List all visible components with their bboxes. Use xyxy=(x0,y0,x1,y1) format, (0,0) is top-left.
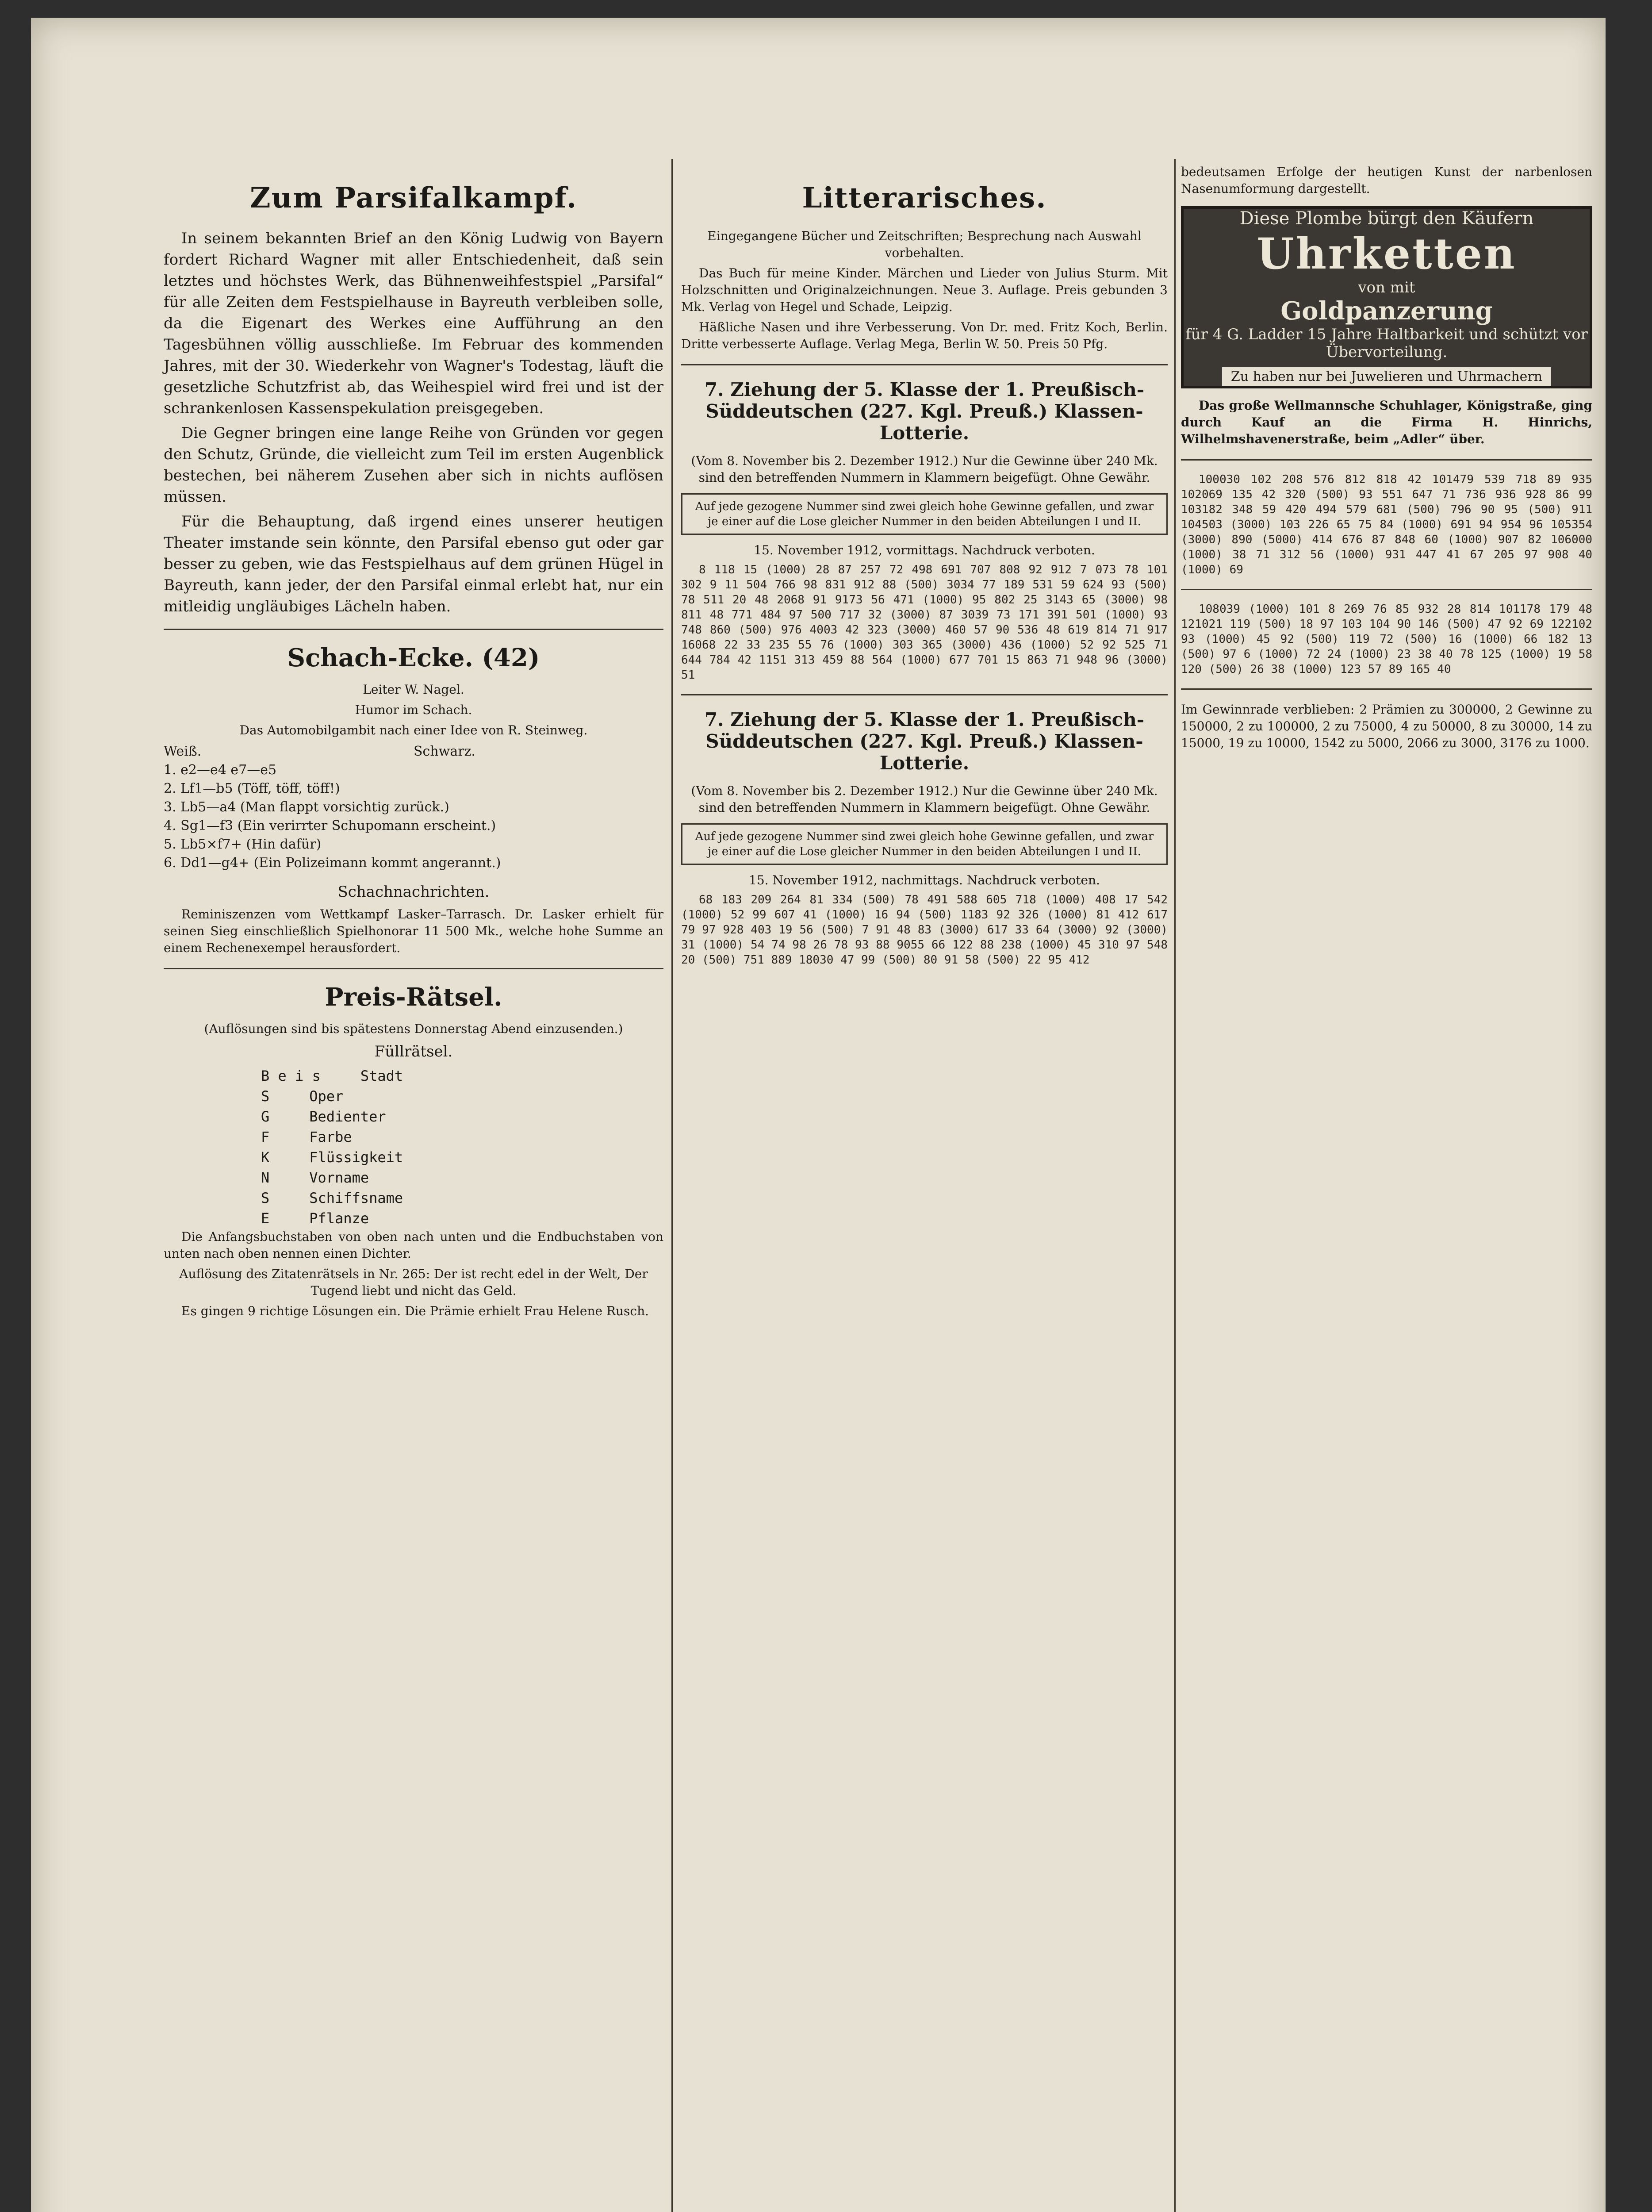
chess-move: 4. Sg1—f3 (Ein verirrter Schupomann erscheint.) xyxy=(164,818,496,833)
chess-move: 2. Lf1—b5 (Töff, töff, töff!) xyxy=(164,781,340,796)
puzzle-row: S Oper xyxy=(261,1088,344,1105)
chess-header-black: Schwarz. xyxy=(414,744,475,759)
article-paragraph: In seinem bekannten Brief an den König Ludwig von Bayern fordert Richard Wagner mit aller Entschiedenheit, daß sein letztes und höchstes Werk, das Bühnenweihfestspiel „Parsifal“ für alle Zeiten dem Festspielhause in Bayreuth verbleiben solle, da die Eigenart des Werkes eine Aufführung an den Tagesbühnen völlig ausschließe. Im Februar des kommenden Jahres, mit der 30. Wiederkehr von Wagner's Todestag, läuft die gesetzliche Schutzfrist ab, das Weihespiel wird frei und ist der schrankenlosen Kassenspekulation preisgegeben. xyxy=(164,230,663,417)
lottery-notice-box: Auf jede gezogene Nummer sind zwei gleich hohe Gewinne gefallen, und zwar je einer auf die Lose gleicher Nummer in den beiden Abteilungen I und II. xyxy=(681,823,1168,865)
puzzle-row: E Pflanze xyxy=(261,1210,369,1227)
article-paragraph: Für die Behauptung, daß irgend eines unserer heutigen Theater imstande sein könnte, den Parsifal ebenso gut oder gar besser zu geben, wie das Festspielhaus auf dem grünen Hügel in Bayreuth, kann jeder, der den Parsifal einmal erlebt hat, nur ein mitleidig ungläubiges Lächeln haben. xyxy=(164,513,663,615)
chess-header xyxy=(164,742,663,761)
column-right xyxy=(1181,164,1592,755)
puzzle-footnote: Die Anfangsbuchstaben von oben nach unten und die Endbuchstaben von unten nach oben nennen einen Dichter. xyxy=(164,1229,663,1261)
chess-move: 5. Lb5×f7+ (Hin dafür) xyxy=(164,837,322,852)
lottery-date: 15. November 1912, nachmittags. Nachdruck verboten. xyxy=(749,873,1100,887)
shoe-store-notice: Das große Wellmannsche Schuhlager, Königstraße, ging durch Kauf an die Firma H. Hinrichs, Wilhelmshavenerstraße, beim „Adler“ über. xyxy=(1181,398,1592,446)
article-title-parsifal: Zum Parsifalkampf. xyxy=(249,181,578,215)
chess-move: 3. Lb5—a4 (Man flappt vorsichtig zurück.) xyxy=(164,799,449,815)
column-rule-2 xyxy=(1174,159,1176,2212)
puzzle-row: S Schiffsname xyxy=(261,1190,403,1206)
chess-news-title: Schachnachrichten. xyxy=(337,883,490,901)
divider xyxy=(681,364,1168,365)
chess-intro: Das Automobilgambit nach einer Idee von R. Steinweg. xyxy=(239,723,588,737)
puzzle-grid xyxy=(261,1066,663,1229)
column-left xyxy=(164,164,663,1323)
chess-moves xyxy=(164,761,663,872)
article-paragraph: Die Gegner bringen eine lange Reihe von Gründen vor gegen den Schutz, Gründe, die vielleicht zum Teil im ersten Augenblick bestechen, bei näherem Zusehen aber sich in nichts auflösen müssen. xyxy=(164,424,663,506)
column-rule-1 xyxy=(671,159,673,2212)
puzzle-subtitle: Füllrätsel. xyxy=(374,1043,453,1060)
lottery-numbers: 100030 102 208 576 812 818 42 101479 539 718 89 935 102069 135 42 320 (500) 93 551 647 71 736 936 928 86 99 103182 348 59 420 494 579 681 (500) 796 90 95 (500) 911 104503 (3000) 103 226 65 75 84 (1000) 691 94 954 96 105354 (3000) 890 (5000) 414 676 87 848 60 (1000) 907 82 106000 (1000) 38 71 312 56 (1000) 931 447 41 67 205 97 908 40 (1000) 69 xyxy=(1181,473,1592,576)
divider xyxy=(1181,459,1592,461)
ad-line: Diese Plombe bürgt den Käufern xyxy=(1239,208,1534,229)
ad-line: von mit xyxy=(1358,279,1415,296)
divider xyxy=(164,968,663,969)
ad-footer: Zu haben nur bei Juwelieren und Uhrmachern xyxy=(1222,367,1551,386)
column-middle xyxy=(681,164,1168,968)
divider xyxy=(681,694,1168,695)
lottery-numbers: 8 118 15 (1000) 28 87 257 72 498 691 707 808 92 912 7 073 78 101 302 9 11 504 766 98 831 912 88 (500) 3034 77 189 531 59 624 93 (500) 78 511 20 48 2068 91 9173 56 471 (1000) 95 802 25 3143 65 (3000) 98 811 48 771 484 97 500 717 32 (3000) 87 3039 73 171 391 501 (1000) 93 748 860 (500) 976 4003 42 323 (3000) 460 57 90 536 48 619 814 71 917 16068 22 33 235 55 76 (1000) 303 365 (3000) 436 (1000) 52 92 525 71 644 784 42 1151 313 459 88 564 (1000) 677 701 15 863 71 948 96 (3000) 51 xyxy=(681,563,1168,682)
lottery-notice-box: Auf jede gezogene Nummer sind zwei gleich hohe Gewinne gefallen, und zwar je einer auf die Lose gleicher Nummer in den beiden Abteilungen I und II. xyxy=(681,493,1168,535)
literature-title: Litterarisches. xyxy=(802,181,1047,215)
ad-brand: Uhrketten xyxy=(1257,229,1517,279)
chess-title: Schach-Ecke. (42) xyxy=(287,643,540,672)
puzzle-row: K Flüssigkeit xyxy=(261,1149,403,1166)
puzzle-row: G Bedienter xyxy=(261,1108,386,1125)
watch-chain-advertisement xyxy=(1181,206,1592,388)
lottery-title-afternoon: 7. Ziehung der 5. Klasse der 1. Preußisch-Süddeutschen (227. Kgl. Preuß.) Klassen-Lotterie. xyxy=(704,709,1145,774)
puzzle-winner: Es gingen 9 richtige Lösungen ein. Die Prämie erhielt Frau Helene Rusch. xyxy=(181,1304,649,1318)
puzzle-note: (Auflösungen sind bis spätestens Donnerstag Abend einzusenden.) xyxy=(204,1022,623,1036)
puzzle-row: N Vorname xyxy=(261,1169,369,1186)
chess-subtitle: Humor im Schach. xyxy=(355,703,472,717)
chess-move: 1. e2—e4 e7—e5 xyxy=(164,762,277,778)
divider xyxy=(1181,688,1592,690)
literature-subtitle: Eingegangene Bücher und Zeitschriften; Besprechung nach Auswahl vorbehalten. xyxy=(707,229,1142,260)
lottery-title-morning: 7. Ziehung der 5. Klasse der 1. Preußisch-Süddeutschen (227. Kgl. Preuß.) Klassen-Lotterie. xyxy=(704,379,1145,444)
book-review: Häßliche Nasen und ihre Verbesserung. Von Dr. med. Fritz Koch, Berlin. Dritte verbesserte Auflage. Verlag Mega, Berlin W. 50. Preis 50 Pfg. xyxy=(681,320,1168,351)
lottery-note: (Vom 8. November bis 2. Dezember 1912.) Nur die Gewinne über 240 Mk. sind den betreffenden Nummern in Klammern beigefügt. Ohne Gewähr. xyxy=(691,783,1158,815)
chess-move: 6. Dd1—g4+ (Ein Polizeimann kommt angerannt.) xyxy=(164,855,501,871)
puzzle-row: B e i s Stadt xyxy=(261,1068,403,1084)
divider xyxy=(164,629,663,630)
puzzle-row: F Farbe xyxy=(261,1129,352,1145)
lottery-numbers: 68 183 209 264 81 334 (500) 78 491 588 605 718 (1000) 408 17 542 (1000) 52 99 607 41 (1000) 16 94 (500) 1183 92 326 (1000) 81 412 617 79 97 928 403 19 56 (500) 7 91 48 83 (3000) 617 33 64 (3000) 92 (3000) 31 (1000) 54 74 98 26 78 93 88 9055 66 122 88 238 (1000) 45 310 97 548 20 (500) 751 889 18030 47 99 (500) 80 91 58 (500) 22 95 412 xyxy=(681,893,1168,967)
chess-leader: Leiter W. Nagel. xyxy=(363,682,464,697)
book-review: Das Buch für meine Kinder. Märchen und Lieder von Julius Sturm. Mit Holzschnitten und Originalzeichnungen. Neue 3. Auflage. Preis gebunden 3 Mk. Verlag von Hegel und Schade, Leipzig. xyxy=(681,266,1168,314)
lottery-note: (Vom 8. November bis 2. Dezember 1912.) Nur die Gewinne über 240 Mk. sind den betreffenden Nummern in Klammern beigefügt. Ohne Gewähr. xyxy=(691,453,1158,485)
puzzle-solution: Auflösung des Zitatenrätsels in Nr. 265: Der ist recht edel in der Welt, Der Tugend liebt und nicht das Geld. xyxy=(179,1267,648,1298)
newspaper-page xyxy=(31,18,1606,2212)
remaining-prizes: Im Gewinnrade verblieben: 2 Prämien zu 300000, 2 Gewinne zu 150000, 2 zu 100000, 2 zu 75000, 4 zu 50000, 8 zu 30000, 14 zu 15000, 19 zu 10000, 1542 zu 5000, 2066 zu 3000, 3176 zu 1000. xyxy=(1181,702,1592,750)
continued-text: bedeutsamen Erfolge der heutigen Kunst der narbenlosen Nasenumformung dargestellt. xyxy=(1181,165,1592,196)
chess-news-text: Reminiszenzen vom Wettkampf Lasker–Tarrasch. Dr. Lasker erhielt für seinen Sieg einschließlich Spielhonorar 11 500 Mk., welche hohe Summe an einem Rechenexempel herausfordert. xyxy=(164,907,663,955)
ad-line: für 4 G. Ladder 15 Jahre Haltbarkeit und schützt vor Übervorteilung. xyxy=(1185,326,1588,361)
puzzle-title: Preis-Rätsel. xyxy=(325,983,502,1012)
divider xyxy=(1181,589,1592,590)
lottery-date: 15. November 1912, vormittags. Nachdruck verboten. xyxy=(754,543,1095,557)
chess-header-white: Weiß. xyxy=(164,744,202,759)
ad-brand-sub: Goldpanzerung xyxy=(1280,296,1493,326)
lottery-numbers: 108039 (1000) 101 8 269 76 85 932 28 814 101178 179 48 121021 119 (500) 18 97 103 104 90 146 (500) 47 92 69 122102 93 (1000) 45 92 (500) 119 72 (500) 16 (1000) 66 182 13 (500) 97 6 (1000) 72 24 (1000) 23 38 40 78 125 (1000) 19 58 120 (500) 26 38 (1000) 123 57 89 165 40 xyxy=(1181,603,1592,676)
